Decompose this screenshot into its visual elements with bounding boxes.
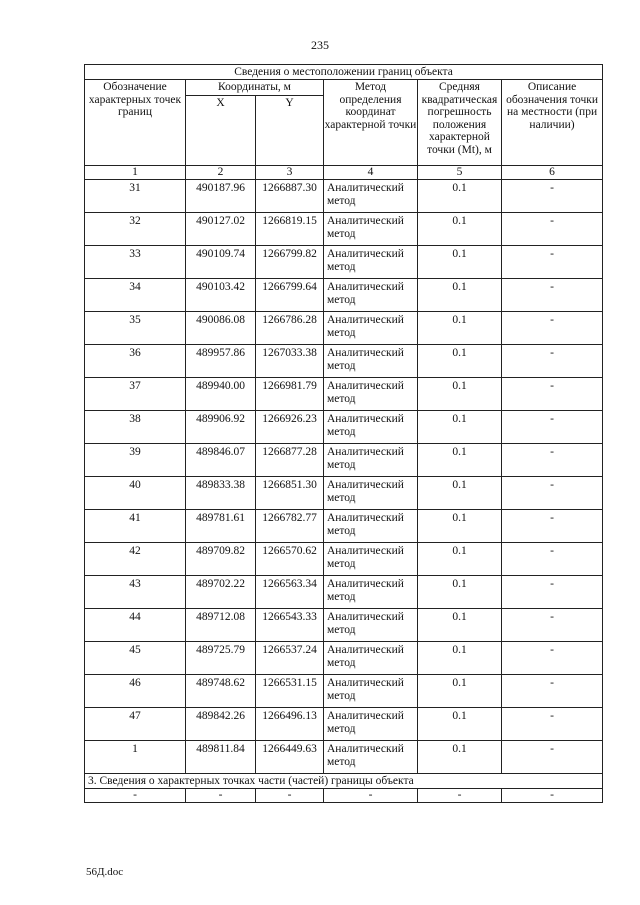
error-cell: 0.1 — [418, 312, 502, 345]
method-cell: Аналитический метод — [324, 708, 418, 741]
point-cell: 40 — [85, 477, 186, 510]
table-row — [85, 312, 603, 345]
y-cell: 1267033.38 — [256, 345, 324, 378]
page-number: 235 — [311, 38, 329, 52]
x-cell: 489712.08 — [186, 609, 256, 642]
description-cell: - — [502, 477, 603, 510]
point-cell: 37 — [85, 378, 186, 411]
method-cell: Аналитический метод — [324, 312, 418, 345]
x-cell: 489811.84 — [186, 741, 256, 774]
header-description: Описание обозначения точки на местности (при наличии) — [502, 80, 603, 166]
section3-cell: - — [502, 789, 603, 803]
section3-cell: - — [186, 789, 256, 803]
table-row — [85, 510, 603, 543]
description-cell: - — [502, 312, 603, 345]
error-cell: 0.1 — [418, 378, 502, 411]
y-cell: 1266543.33 — [256, 609, 324, 642]
table-row — [85, 180, 603, 213]
x-cell: 489906.92 — [186, 411, 256, 444]
column-number: 3 — [256, 166, 324, 180]
method-cell: Аналитический метод — [324, 609, 418, 642]
method-cell: Аналитический метод — [324, 642, 418, 675]
method-cell: Аналитический метод — [324, 543, 418, 576]
point-cell: 44 — [85, 609, 186, 642]
table-row — [85, 378, 603, 411]
column-number: 4 — [324, 166, 418, 180]
x-cell: 489725.79 — [186, 642, 256, 675]
x-cell: 490109.74 — [186, 246, 256, 279]
x-cell: 489748.62 — [186, 675, 256, 708]
y-cell: 1266887.30 — [256, 180, 324, 213]
y-cell: 1266786.28 — [256, 312, 324, 345]
x-cell: 489846.07 — [186, 444, 256, 477]
point-cell: 41 — [85, 510, 186, 543]
description-cell: - — [502, 576, 603, 609]
table-row — [85, 411, 603, 444]
point-cell: 45 — [85, 642, 186, 675]
x-cell: 489940.00 — [186, 378, 256, 411]
y-cell: 1266799.64 — [256, 279, 324, 312]
description-cell: - — [502, 246, 603, 279]
table-row — [85, 444, 603, 477]
column-number: 6 — [502, 166, 603, 180]
y-cell: 1266531.15 — [256, 675, 324, 708]
description-cell: - — [502, 279, 603, 312]
description-cell: - — [502, 510, 603, 543]
section3-cell: - — [418, 789, 502, 803]
column-number-row — [85, 166, 603, 180]
point-cell: 43 — [85, 576, 186, 609]
method-cell: Аналитический метод — [324, 411, 418, 444]
table-title: Сведения о местоположении границ объекта — [85, 65, 603, 80]
description-cell: - — [502, 213, 603, 246]
description-cell: - — [502, 675, 603, 708]
column-number: 2 — [186, 166, 256, 180]
error-cell: 0.1 — [418, 609, 502, 642]
error-cell: 0.1 — [418, 180, 502, 213]
error-cell: 0.1 — [418, 411, 502, 444]
y-cell: 1266926.23 — [256, 411, 324, 444]
table-row — [85, 576, 603, 609]
table-row — [85, 246, 603, 279]
description-cell: - — [502, 609, 603, 642]
point-cell: 34 — [85, 279, 186, 312]
description-cell: - — [502, 642, 603, 675]
point-cell: 1 — [85, 741, 186, 774]
table-row — [85, 345, 603, 378]
method-cell: Аналитический метод — [324, 213, 418, 246]
x-cell: 490127.02 — [186, 213, 256, 246]
x-cell: 489702.22 — [186, 576, 256, 609]
description-cell: - — [502, 543, 603, 576]
method-cell: Аналитический метод — [324, 180, 418, 213]
x-cell: 490086.08 — [186, 312, 256, 345]
description-cell: - — [502, 708, 603, 741]
table-row — [85, 543, 603, 576]
footer-filename: 56Д.doc — [86, 866, 124, 878]
boundary-table — [84, 64, 603, 803]
error-cell: 0.1 — [418, 444, 502, 477]
method-cell: Аналитический метод — [324, 444, 418, 477]
header-coordinates: Координаты, м — [186, 80, 324, 96]
method-cell: Аналитический метод — [324, 675, 418, 708]
x-cell: 489842.26 — [186, 708, 256, 741]
y-cell: 1266563.34 — [256, 576, 324, 609]
error-cell: 0.1 — [418, 213, 502, 246]
error-cell: 0.1 — [418, 543, 502, 576]
description-cell: - — [502, 378, 603, 411]
error-cell: 0.1 — [418, 675, 502, 708]
table-row — [85, 642, 603, 675]
header-x: X — [186, 96, 256, 166]
table-row — [85, 609, 603, 642]
y-cell: 1266537.24 — [256, 642, 324, 675]
description-cell: - — [502, 741, 603, 774]
header-designation: Обозначение характерных точек границ — [85, 80, 186, 166]
y-cell: 1266799.82 — [256, 246, 324, 279]
y-cell: 1266851.30 — [256, 477, 324, 510]
method-cell: Аналитический метод — [324, 378, 418, 411]
header-method: Метод определения координат характерной точки — [324, 80, 418, 166]
error-cell: 0.1 — [418, 279, 502, 312]
error-cell: 0.1 — [418, 708, 502, 741]
table-row — [85, 708, 603, 741]
x-cell: 489833.38 — [186, 477, 256, 510]
point-cell: 46 — [85, 675, 186, 708]
table-row — [85, 279, 603, 312]
point-cell: 38 — [85, 411, 186, 444]
description-cell: - — [502, 180, 603, 213]
section3-cell: - — [324, 789, 418, 803]
point-cell: 47 — [85, 708, 186, 741]
column-number: 1 — [85, 166, 186, 180]
header-error: Средняя квадратическая погрешность положения характерной точки (Mt), м — [418, 80, 502, 166]
method-cell: Аналитический метод — [324, 279, 418, 312]
section3-cell: - — [256, 789, 324, 803]
method-cell: Аналитический метод — [324, 576, 418, 609]
error-cell: 0.1 — [418, 477, 502, 510]
method-cell: Аналитический метод — [324, 510, 418, 543]
x-cell: 490187.96 — [186, 180, 256, 213]
y-cell: 1266496.13 — [256, 708, 324, 741]
table-row — [85, 213, 603, 246]
y-cell: 1266570.62 — [256, 543, 324, 576]
point-cell: 31 — [85, 180, 186, 213]
method-cell: Аналитический метод — [324, 345, 418, 378]
y-cell: 1266877.28 — [256, 444, 324, 477]
section3-title: 3. Сведения о характерных точках части (частей) границы объекта — [85, 774, 603, 789]
point-cell: 33 — [85, 246, 186, 279]
x-cell: 489709.82 — [186, 543, 256, 576]
error-cell: 0.1 — [418, 345, 502, 378]
table-row — [85, 477, 603, 510]
point-cell: 42 — [85, 543, 186, 576]
x-cell: 490103.42 — [186, 279, 256, 312]
table-row — [85, 741, 603, 774]
method-cell: Аналитический метод — [324, 741, 418, 774]
error-cell: 0.1 — [418, 741, 502, 774]
x-cell: 489957.86 — [186, 345, 256, 378]
y-cell: 1266449.63 — [256, 741, 324, 774]
y-cell: 1266981.79 — [256, 378, 324, 411]
point-cell: 32 — [85, 213, 186, 246]
description-cell: - — [502, 345, 603, 378]
y-cell: 1266819.15 — [256, 213, 324, 246]
point-cell: 36 — [85, 345, 186, 378]
method-cell: Аналитический метод — [324, 477, 418, 510]
header-y: Y — [256, 96, 324, 166]
point-cell: 39 — [85, 444, 186, 477]
column-number: 5 — [418, 166, 502, 180]
description-cell: - — [502, 444, 603, 477]
point-cell: 35 — [85, 312, 186, 345]
error-cell: 0.1 — [418, 642, 502, 675]
error-cell: 0.1 — [418, 576, 502, 609]
table-row — [85, 675, 603, 708]
description-cell: - — [502, 411, 603, 444]
y-cell: 1266782.77 — [256, 510, 324, 543]
x-cell: 489781.61 — [186, 510, 256, 543]
error-cell: 0.1 — [418, 510, 502, 543]
section3-cell: - — [85, 789, 186, 803]
section3-row — [85, 789, 603, 803]
method-cell: Аналитический метод — [324, 246, 418, 279]
error-cell: 0.1 — [418, 246, 502, 279]
